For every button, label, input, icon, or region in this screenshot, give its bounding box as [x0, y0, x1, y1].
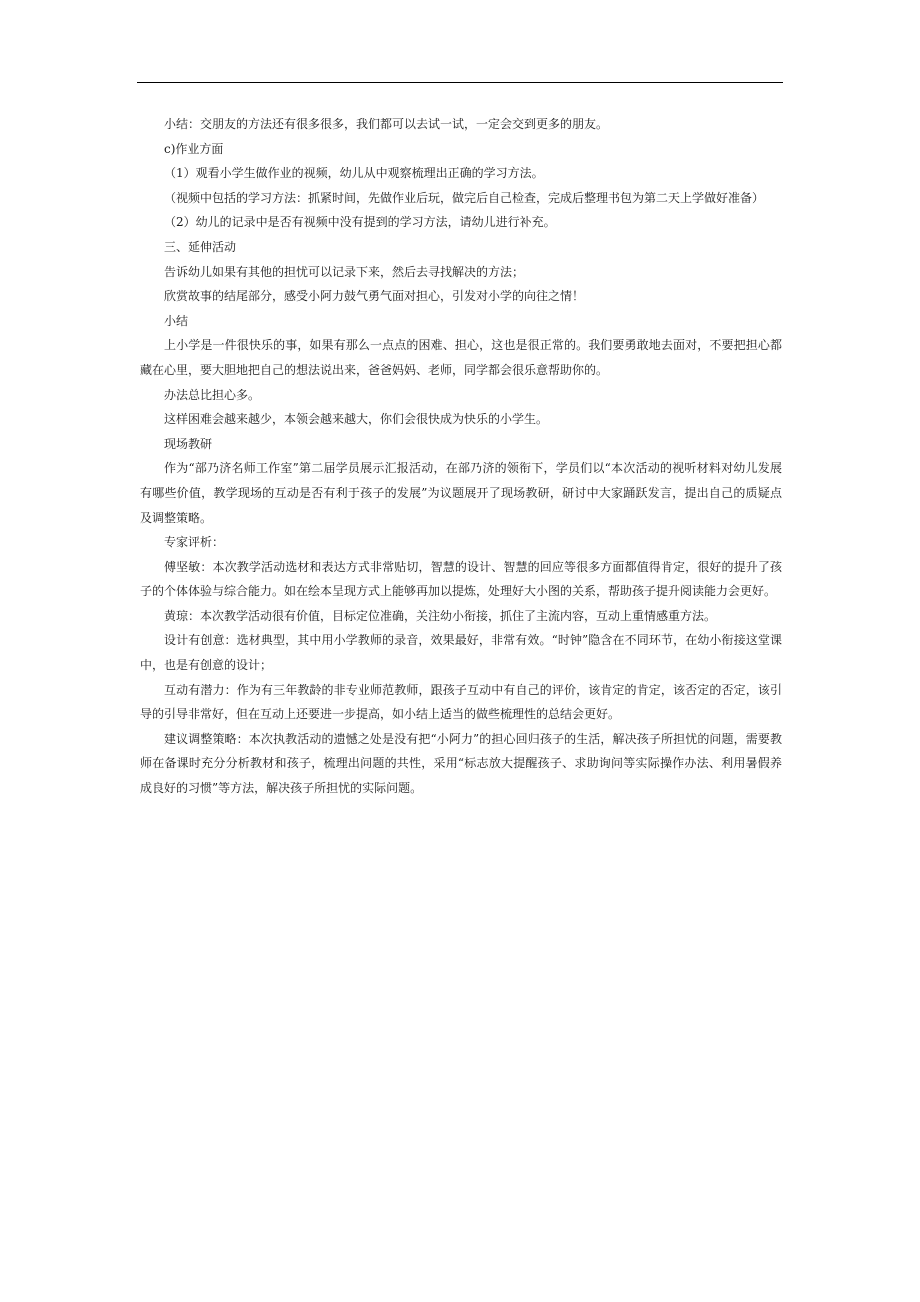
paragraph-fewer-difficulties: 这样困难会越来越少，本领会越来越大，你们会很快成为快乐的小学生。 [164, 412, 549, 427]
paragraph-interaction-potential: 互动有潜力：作为有三年教龄的非专业师范教师，跟孩子互动中有自己的评价，该肯定的肯定，该否定的否定，该引导的引导非常好，但在互动上还要进一步提高，如小结上适当的做些梳理性的总结会更好。 [140, 682, 782, 722]
heading-homework: c)作业方面 [164, 141, 224, 156]
paragraph-review-fu: 傅坚敏：本次教学活动选材和表达方式非常贴切，智慧的设计、智慧的回应等很多方面都值得肯定，很好的提升了孩子的个体体验与综合能力。如在绘本呈现方式上能够再加以提炼，处理好大小图的关系，帮助孩子提升阅读能力会更好。 [140, 559, 782, 599]
paragraph-more-methods: 办法总比担心多。 [164, 387, 261, 402]
paragraph-summary-friends: 小结：交朋友的方法还有很多很多，我们都可以去试一试，一定会交到更多的朋友。 [164, 117, 609, 131]
heading-extension-activity: 三、延伸活动 [164, 239, 237, 254]
paragraph-creative-design: 设计有创意：选材典型，其中用小学教师的录音，效果最好，非常有效。“时钟”隐含在不同环节，在幼小衔接这堂课中，也是有创意的设计； [140, 633, 782, 673]
paragraph-homework-item-1: （1）观看小学生做作业的视频，幼儿从中观察梳理出正确的学习方法。 [164, 166, 544, 181]
paragraph-review-huang: 黄琼：本次教学活动很有价值，目标定位准确，关注幼小衔接，抓住了主流内容，互动上重情感重方法。 [164, 608, 717, 623]
paragraph-record-worries: 告诉幼儿如果有其他的担忧可以记录下来，然后去寻找解决的方法； [164, 264, 525, 279]
heading-onsite-research: 现场教研 [164, 436, 213, 451]
paragraph-story-ending: 欣赏故事的结尾部分，感受小阿力鼓气勇气面对担心，引发对小学的向往之情！ [164, 289, 585, 304]
heading-summary: 小结 [164, 313, 189, 328]
header-divider [137, 82, 783, 83]
paragraph-homework-item-2: （2）幼儿的记录中是否有视频中没有提到的学习方法，请幼儿进行补充。 [164, 215, 556, 230]
paragraph-research-description: 作为“部乃济名师工作室”第二届学员展示汇报活动，在部乃济的领衔下，学员们以“本次活动的视听材料对幼儿发展有哪些价值，教学现场的互动是否有利于孩子的发展”为议题展开了现场教研，研讨中大家踊跃发言，提出自己的质疑点及调整策略。 [140, 461, 782, 525]
paragraph-video-methods: （视频中包括的学习方法：抓紧时间，先做作业后玩，做完后自己检查，完成后整理书包为第二天上学做好准备） [164, 190, 765, 205]
paragraph-suggested-strategy: 建议调整策略：本次执教活动的遗憾之处是没有把“小阿力”的担心回归孩子的生活，解决孩子所担忧的问题，需要教师在备课时充分分析教材和孩子，梳理出问题的共性，采用“标志放大提醒孩子、求助询问等实际操作办法、利用暑假养成良好的习惯”等方法，解决孩子所担忧的实际问题。 [140, 731, 782, 796]
document-body [140, 112, 782, 801]
heading-expert-review: 专家评析： [164, 535, 225, 550]
paragraph-school-happy: 上小学是一件很快乐的事，如果有那么一点点的困难、担心，这也是很正常的。我们要勇敢地去面对，不要把担心都藏在心里，要大胆地把自己的想法说出来，爸爸妈妈、老师，同学都会很乐意帮助你的。 [140, 338, 782, 377]
